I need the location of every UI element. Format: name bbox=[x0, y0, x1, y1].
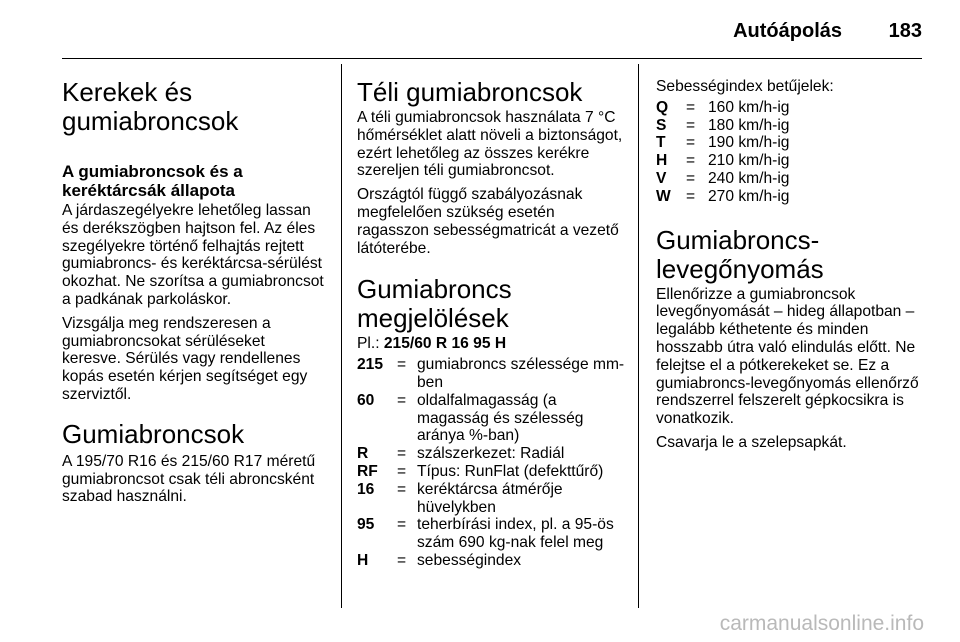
column-divider-2 bbox=[638, 64, 639, 608]
paragraph-kerbs: A járdaszegélyekre lehetőleg lassan és derékszögben hajtson fel. Az éles szegélyekre történő felhajtás rejtett gumiabroncs- és keréktárcsa-sérülést okozhat. Ne szorítsa a gumiabroncsot a padkának parkoláskor. bbox=[62, 202, 324, 308]
speed-value: 240 km/h-ig bbox=[708, 169, 790, 187]
designation-key: RF bbox=[357, 462, 378, 480]
designation-value: keréktárcsa átmérője hüvelykben bbox=[417, 480, 563, 516]
speed-value: 210 km/h-ig bbox=[708, 152, 790, 170]
speed-key: W bbox=[656, 187, 671, 205]
designation-key: R bbox=[357, 445, 369, 463]
equals-sign: = bbox=[397, 516, 407, 534]
designation-value: gumiabroncs szélessége mm-ben bbox=[417, 356, 625, 391]
designation-value: teherbírási index, pl. a 95-ös szám 690 kg-nak felel meg bbox=[417, 516, 614, 552]
equals-sign: = bbox=[397, 480, 407, 498]
paragraph-tyre-sizes: A 195/70 R16 és 215/60 R17 méretű gumiabroncsot csak téli abroncsként szabad használni. bbox=[62, 452, 316, 506]
designation-example bbox=[357, 335, 627, 353]
speed-key: V bbox=[656, 169, 667, 187]
designation-list bbox=[357, 356, 627, 570]
equals-sign: = bbox=[686, 134, 696, 152]
paragraph-winter-use: A téli gumiabroncsok használata 7 °C hőmérséklet alatt növeli a biztonságot, ezért lehetőleg az összes kerékre szereljen téli gumiabroncsot. bbox=[357, 109, 623, 180]
equals-sign: = bbox=[686, 152, 696, 170]
example-value: 215/60 R 16 95 H bbox=[383, 335, 507, 353]
equals-sign: = bbox=[397, 445, 407, 463]
paragraph-speed-sticker: Országtól függő szabályozásnak megfelelően szükség esetén ragasszon sebességmatricát a vezető látóterébe. bbox=[357, 186, 619, 257]
equals-sign: = bbox=[397, 356, 407, 374]
watermark: carmanualsonline.info bbox=[719, 612, 924, 635]
designation-key: 215 bbox=[357, 356, 384, 374]
equals-sign: = bbox=[686, 169, 696, 187]
designation-key: 60 bbox=[357, 391, 375, 409]
equals-sign: = bbox=[397, 391, 407, 409]
column-divider-1 bbox=[341, 64, 342, 608]
paragraph-inspection: Vizsgálja meg rendszeresen a gumiabroncsokat sérüléseket keresve. Sérülés vagy rendellenes kopás esetén kérjen segítséget egy szerviztől. bbox=[62, 314, 308, 403]
section-heading-tyre-designations: Gumiabroncs megjelölések bbox=[357, 274, 512, 334]
paragraph-valve-cap: Csavarja le a szelepsapkát. bbox=[656, 433, 847, 451]
designation-key: 16 bbox=[357, 480, 375, 498]
speed-value: 270 km/h-ig bbox=[708, 187, 790, 205]
column-3 bbox=[656, 78, 928, 458]
section-heading-winter-tyres: Téli gumiabroncsok bbox=[357, 77, 583, 107]
column-2 bbox=[357, 78, 627, 576]
equals-sign: = bbox=[686, 116, 696, 134]
speed-key: T bbox=[656, 134, 666, 152]
speed-value: 160 km/h-ig bbox=[708, 98, 790, 116]
section-heading-tyres: Gumiabroncsok bbox=[62, 418, 245, 449]
designation-key: 95 bbox=[357, 516, 375, 534]
section-heading-wheels-tyres: Kerekek és gumiabroncsok bbox=[62, 77, 239, 136]
speed-key: H bbox=[656, 152, 668, 170]
equals-sign: = bbox=[686, 98, 696, 116]
designation-value: sebességindex bbox=[417, 551, 522, 569]
equals-sign: = bbox=[397, 462, 407, 480]
subheading-condition: A gumiabroncsok és a keréktárcsák állapota bbox=[62, 162, 243, 200]
speed-key: S bbox=[656, 116, 667, 134]
equals-sign: = bbox=[397, 551, 407, 569]
designation-value: oldalfalmagasság (a magasság és szélesség aránya %-ban) bbox=[417, 391, 584, 445]
header-rule bbox=[62, 58, 922, 59]
section-heading-tyre-pressure: Gumiabroncs-levegőnyomás bbox=[656, 224, 824, 284]
speed-value: 180 km/h-ig bbox=[708, 116, 790, 134]
designation-value: szálszerkezet: Radiál bbox=[417, 445, 565, 463]
running-header-title: Autóápolás bbox=[733, 20, 842, 42]
equals-sign: = bbox=[686, 187, 696, 205]
column-1 bbox=[62, 78, 326, 512]
speed-key: Q bbox=[656, 98, 669, 116]
page-number: 183 bbox=[888, 20, 922, 42]
speed-index-list bbox=[656, 99, 928, 206]
speed-index-intro: Sebességindex betűjelek: bbox=[656, 78, 834, 95]
speed-value: 190 km/h-ig bbox=[708, 134, 790, 152]
designation-key: H bbox=[357, 551, 369, 569]
designation-value: Típus: RunFlat (defekttűrő) bbox=[417, 462, 604, 480]
paragraph-pressure-check: Ellenőrizze a gumiabroncsok levegőnyomását – hideg állapotban – legalább kéthetente és minden hosszabb útra való elindulás előtt. Ne felejtse el a pótkerekeket se. Ez a gumiabroncs-levegőnyomás ellenőrző rendszerrel felszerelt gépkocsikra is vonatkozik. bbox=[656, 285, 919, 428]
example-prefix: Pl.: bbox=[357, 335, 384, 353]
